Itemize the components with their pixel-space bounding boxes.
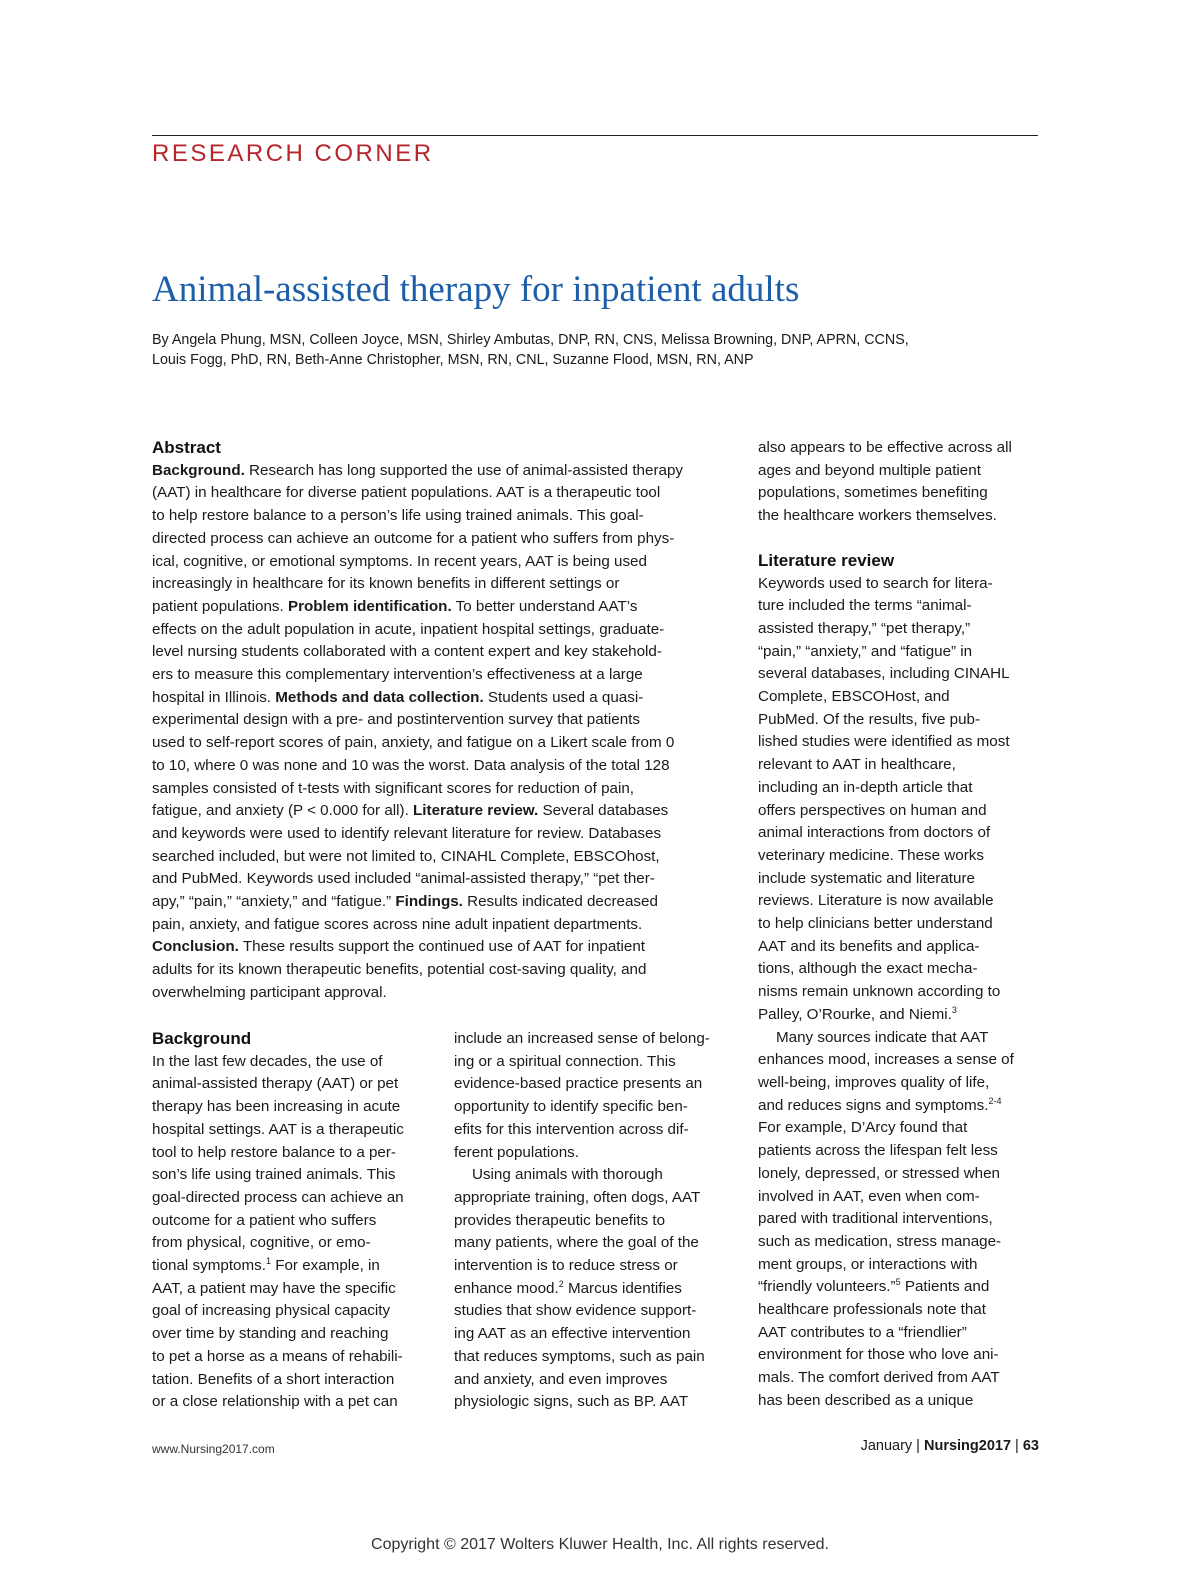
body-line: efits for this intervention across dif- [454,1120,689,1138]
body-line: several databases, including CINAHL [758,665,1010,683]
body-line: ferent populations. [454,1143,579,1161]
background-column-left [152,1028,437,1414]
abstract-text: To better understand AAT’s [451,597,638,615]
body-line: enhances mood, increases a sense of [758,1051,1014,1069]
body-text: Palley, O’Rourke, and Niemi. [758,1005,952,1023]
abstract-line [152,641,742,664]
body-line: animal-assisted therapy (AAT) or pet [152,1075,399,1093]
body-line: goal-directed process can achieve an [152,1188,404,1206]
body-line: son’s life using trained animals. This [152,1166,396,1184]
body-line [758,1095,1043,1118]
body-line: veterinary medicine. These works [758,846,984,864]
body-line: physiologic signs, such as BP. AAT [454,1393,689,1411]
abstract-subhead: Conclusion. [152,938,239,956]
body-line: offers perspectives on human and [758,801,987,819]
body-line: Using animals with thorough [472,1166,663,1184]
citation-2-4: 2-4 [988,1095,1002,1106]
abstract-text: adults for its known therapeutic benefits, potential cost-saving quality, and [152,961,647,979]
abstract-text: and keywords were used to identify relevant literature for review. Databases [152,824,662,842]
body-line: animal interactions from doctors of [758,824,991,842]
abstract-line [152,619,742,642]
body-line: to pet a horse as a means of rehabili- [152,1347,403,1365]
body-text: Marcus identifies [563,1279,682,1297]
footer-page-info [861,1438,1039,1454]
body-line: mals. The comfort derived from AAT [758,1369,1000,1387]
abstract-text: increasingly in healthcare for its known benefits in different settings or [152,575,620,593]
body-line: include an increased sense of belong- [454,1030,710,1047]
body-line: Complete, EBSCOHost, and [758,688,950,706]
body-text: For example, in [270,1257,380,1275]
body-line: intervention is to reduce stress or [454,1257,678,1275]
abstract-line [152,868,742,891]
abstract-text: to help restore balance to a person’s life using trained animals. This goal- [152,507,644,525]
body-line: relevant to AAT in healthcare, [758,756,956,774]
body-line: “pain,” “anxiety,” and “fatigue” in [758,642,973,660]
body-text: tional symptoms. [152,1257,266,1275]
body-line: PubMed. Of the results, five pub- [758,710,981,728]
copyright-notice: Copyright © 2017 Wolters Kluwer Health, Inc. All rights reserved. [371,1536,829,1553]
abstract-text: Results indicated decreased [462,893,658,911]
abstract-subhead: Problem identification. [283,597,452,615]
literature-review-body [758,573,1043,1004]
abstract-text: searched included, but were not limited to, CINAHL Complete, EBSCOhost, [152,847,660,865]
abstract-line [152,800,742,823]
body-line [758,1276,1043,1299]
background-column-middle [454,1028,739,1414]
byline-line: Louis Fogg, PhD, RN, Beth-Anne Christopher, MSN, RN, CNL, Suzanne Flood, MSN, RN, ANP [152,352,754,368]
abstract-text: patient populations. [152,597,284,615]
body-line [758,1004,1043,1027]
abstract-text: used to self-report scores of pain, anxiety, and fatigue on a Likert scale from 0 [152,734,675,752]
citation-5: 5 [895,1277,901,1288]
body-line: has been described as a unique [758,1391,974,1409]
abstract-line [152,551,742,574]
body-line: goal of increasing physical capacity [152,1302,391,1320]
abstract-text: samples consisted of t-tests with significant scores for reduction of pain, [152,779,635,797]
body-line: patients across the lifespan felt less [758,1142,998,1160]
body-line: lonely, depressed, or stressed when [758,1164,1001,1182]
body-line: AAT, a patient may have the specific [152,1279,396,1297]
abstract-line [152,596,742,619]
abstract-line [152,982,742,1005]
body-line: hospital settings. AAT is a therapeutic [152,1120,404,1138]
abstract-text: Research has long supported the use of animal-assisted therapy [244,461,683,479]
body-line: ment groups, or interactions with [758,1255,978,1273]
body-line: ing or a spiritual connection. This [454,1052,676,1070]
footer-month: January [860,1438,913,1454]
abstract-line [152,460,742,483]
abstract-text: ical, cognitive, or emotional symptoms. In recent years, AAT is being used [152,552,647,570]
footer-url: www.Nursing2017.com [152,1442,275,1456]
abstract-text: effects on the adult population in acute, inpatient hospital settings, graduate- [152,620,665,638]
body-line: environment for those who love ani- [758,1346,999,1364]
abstract-line [152,846,742,869]
citation-3: 3 [951,1004,957,1015]
abstract-line [152,778,742,801]
abstract-subhead: Findings. [391,893,463,911]
body-line: outcome for a patient who suffers [152,1211,377,1229]
abstract-heading: Abstract [152,438,221,457]
body-line: Many sources indicate that AAT [776,1028,989,1046]
body-line: ture included the terms “animal- [758,597,972,615]
right-column [758,437,1043,1413]
abstract-text: (AAT) in healthcare for diverse patient populations. AAT is a therapeutic tool [152,484,661,502]
abstract-text: overwhelming participant approval. [152,983,387,1001]
abstract-text: directed process can achieve an outcome for a patient who suffers from phys- [152,529,675,547]
body-line: involved in AAT, even when com- [758,1187,980,1205]
footer-separator: | [1011,1438,1023,1454]
abstract-line [152,823,742,846]
body-line: appropriate training, often dogs, AAT [454,1188,701,1206]
abstract-text: to 10, where 0 was none and 10 was the worst. Data analysis of the total 128 [152,756,670,774]
abstract-body [152,460,742,1005]
body-text: enhance mood. [454,1279,559,1297]
abstract-line [152,528,742,551]
body-line: ing AAT as an effective intervention [454,1325,691,1343]
body-line: tool to help restore balance to a per- [152,1143,396,1161]
body-line: tation. Benefits of a short interaction [152,1370,395,1388]
body-line: reviews. Literature is now available [758,892,994,910]
header-rule [152,135,1038,136]
body-line: such as medication, stress manage- [758,1232,1002,1250]
body-line: healthcare professionals note that [758,1301,986,1319]
body-line: ages and beyond multiple patient [758,461,981,479]
section-tag: RESEARCH CORNER [152,140,434,167]
body-text: and reduces signs and symptoms. [758,1096,989,1114]
body-line: to help clinicians better understand [758,915,993,933]
abstract-line [152,709,742,732]
abstract-text: experimental design with a pre- and postintervention survey that patients [152,711,640,729]
body-line: many patients, where the goal of the [454,1234,699,1252]
citation-1: 1 [265,1256,271,1267]
body-line: opportunity to identify specific ben- [454,1098,688,1116]
citation-2: 2 [558,1278,564,1289]
abstract-line [152,505,742,528]
abstract-subhead: Background. [152,461,245,479]
abstract-line [152,959,742,982]
body-line: or a close relationship with a pet can [152,1393,398,1411]
abstract-subhead: Methods and data collection. [271,688,484,706]
body-line: populations, sometimes benefiting [758,484,988,502]
abstract-line [152,936,742,959]
abstract-text: pain, anxiety, and fatigue scores across nine adult inpatient departments. [152,915,643,933]
body-line: nisms remain unknown according to [758,983,1001,1001]
article-title: Animal-assisted therapy for inpatient adults [152,269,800,310]
body-line: from physical, cognitive, or emo- [152,1234,371,1252]
body-line: over time by standing and reaching [152,1325,389,1343]
byline-line: By Angela Phung, MSN, Colleen Joyce, MSN, Shirley Ambutas, DNP, RN, CNS, Melissa Browning, DNP, APRN, CCNS, [152,332,909,348]
abstract-text: Students used a quasi- [483,688,644,706]
abstract-text: apy,” “pain,” “anxiety,” and “fatigue.” [152,893,392,911]
background-heading: Background [152,1029,252,1048]
abstract-line [152,914,742,937]
abstract-text: hospital in Illinois. [152,688,272,706]
abstract-text: These results support the continued use of AAT for inpatient [238,938,645,956]
abstract-text: and PubMed. Keywords used included “animal-assisted therapy,” “pet ther- [152,870,655,888]
abstract-line [152,891,742,914]
abstract-line [152,573,742,596]
body-line: therapy has been increasing in acute [152,1098,401,1116]
abstract-block [152,437,742,1005]
body-line: and anxiety, and even improves [454,1370,668,1388]
body-line: AAT and its benefits and applica- [758,937,980,955]
body-line: tions, although the exact mecha- [758,960,978,978]
body-line [152,1255,437,1278]
body-text: Patients and [900,1278,990,1296]
body-line: the healthcare workers themselves. [758,507,997,525]
body-line: In the last few decades, the use of [152,1052,383,1070]
abstract-text: level nursing students collaborated with a content expert and key stakehold- [152,643,662,661]
body-line: AAT contributes to a “friendlier” [758,1323,967,1341]
abstract-line [152,732,742,755]
abstract-text: fatigue, and anxiety (P < 0.000 for all). [152,802,409,820]
body-text: “friendly volunteers.” [758,1278,896,1296]
body-line: that reduces symptoms, such as pain [454,1347,705,1365]
footer-magazine: Nursing2017 [923,1438,1012,1454]
body-line: also appears to be effective across all [758,439,1012,456]
abstract-line [152,482,742,505]
abstract-line [152,664,742,687]
abstract-text: Several databases [538,802,669,820]
body-line [454,1278,739,1301]
body-line: evidence-based practice presents an [454,1075,703,1093]
abstract-subhead: Literature review. [408,802,539,820]
body-line: well-being, improves quality of life, [758,1073,990,1091]
abstract-line [152,755,742,778]
body-line: including an in-depth article that [758,778,973,796]
footer-separator: | [912,1438,924,1454]
abstract-text: ers to measure this complementary intervention’s effectiveness at a large [152,666,643,684]
body-line: For example, D’Arcy found that [758,1119,968,1137]
body-line: assisted therapy,” “pet therapy,” [758,619,971,637]
author-byline [152,330,1038,370]
body-line: lished studies were identified as most [758,733,1010,751]
body-line: studies that show evidence support- [454,1302,697,1320]
page-number: 63 [1022,1438,1039,1454]
literature-review-heading: Literature review [758,550,895,570]
body-line: pared with traditional interventions, [758,1210,993,1228]
abstract-line [152,687,742,710]
body-line: provides therapeutic benefits to [454,1211,666,1229]
body-line: Keywords used to search for litera- [758,574,993,592]
body-line: include systematic and literature [758,869,975,887]
